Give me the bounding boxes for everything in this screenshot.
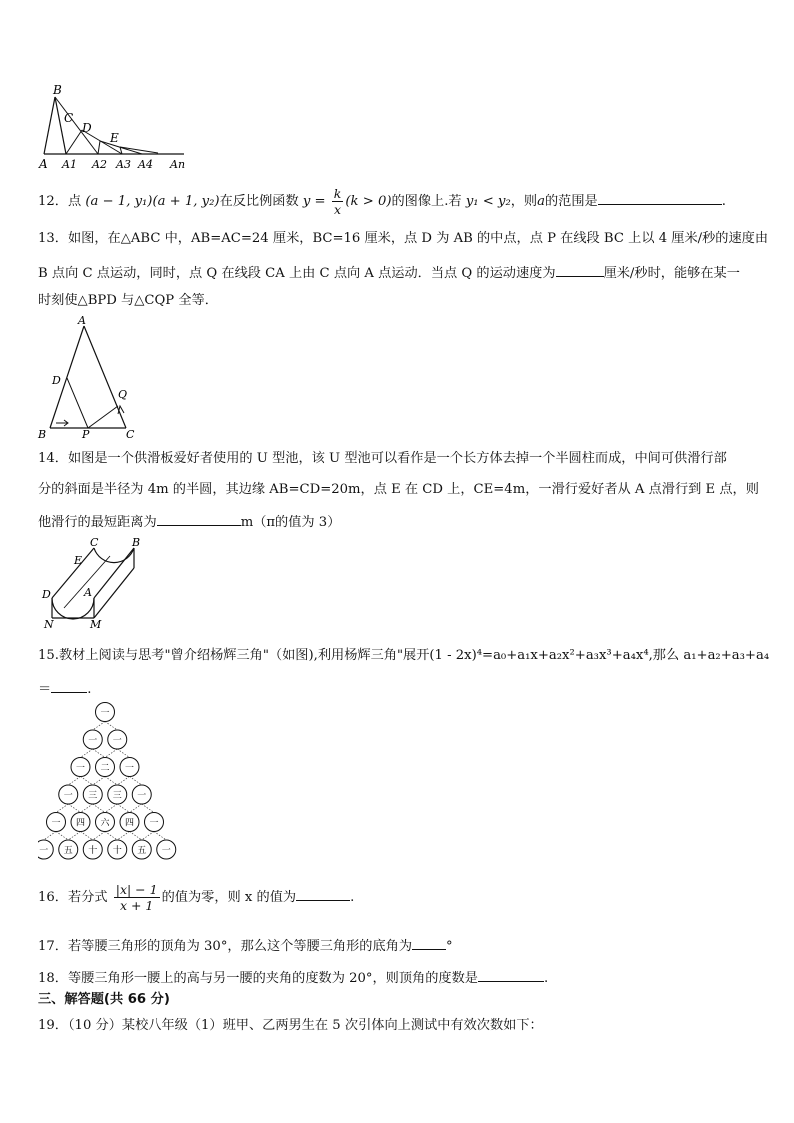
yanghui-cell-value: 一 — [124, 763, 135, 774]
yanghui-cell-value: 六 — [100, 818, 110, 829]
q16-end: . — [350, 890, 355, 905]
q12-text: ，则 — [510, 194, 538, 209]
question-18 — [38, 967, 548, 988]
fig13-label-P: P — [82, 428, 90, 440]
yanghui-connector — [56, 832, 68, 841]
yanghui-connector — [105, 804, 117, 813]
q17-text: 17．若等腰三角形的顶角为 30°，那么这个等腰三角形的底角为 — [38, 939, 413, 954]
q18-end: . — [543, 971, 549, 986]
yanghui-connector — [93, 804, 105, 813]
q14-line-1: 14．如图是一个供滑板爱好者使用的 U 型池，该 U 型池可以看作是一个长方体去掉一个半圆柱而成，中间可供滑行部 — [38, 451, 727, 466]
yanghui-cell-value: 一 — [88, 736, 98, 746]
yanghui-cell-value: 十 — [88, 846, 98, 856]
yanghui-connector — [68, 777, 80, 786]
q16-text: 16．若分式 — [38, 890, 108, 905]
yanghui-connector — [68, 832, 80, 841]
question-17 — [38, 935, 453, 956]
figure-q14 — [38, 536, 158, 632]
q16-fraction — [114, 882, 160, 913]
yanghui-connector — [81, 804, 93, 813]
yanghui-connector — [93, 722, 105, 731]
q18-text: 18．等腰三角形一腰上的高与另一腰的夹角的度数为 20°，则顶角的度数是 — [38, 971, 478, 986]
q13-line-3: 时刻使△BPD 与△CQP 全等． — [38, 293, 218, 308]
q12-frac-den: x — [334, 202, 342, 217]
question-16 — [38, 882, 354, 913]
q13-line-1: 13．如图，在△ABC 中，AB=AC=24 厘米，BC=16 厘米，点 D 为 AB 的中点，点 P 在线段 BC 上以 4 厘米/秒的速度由 — [38, 231, 769, 246]
q12-text: 的范围是 — [545, 194, 598, 209]
q12-text: 在反比例函数 — [219, 194, 299, 209]
yanghui-cell-value: 一 — [161, 846, 171, 856]
yanghui-cell-value: 一 — [149, 818, 159, 829]
q12-text: 点 — [67, 194, 82, 209]
figure-yanghui-triangle — [38, 700, 178, 866]
q13-answer-blank[interactable] — [556, 262, 604, 277]
yanghui-cell-value: 一 — [137, 791, 147, 801]
yanghui-connector — [81, 832, 93, 841]
fig11-label-A2: A2 — [92, 158, 107, 171]
yanghui-connector — [105, 832, 117, 841]
yanghui-cell-value: 三 — [88, 791, 98, 801]
q12-end: . — [721, 194, 726, 209]
yanghui-connector — [130, 804, 142, 813]
yanghui-connector — [81, 777, 93, 786]
fig13-label-A: A — [78, 316, 86, 327]
yanghui-cell-value: 一 — [75, 763, 86, 774]
fig13-label-D: D — [52, 374, 61, 387]
fig14-label-A: A — [84, 586, 92, 599]
q15-text: ＝ — [38, 682, 52, 697]
yanghui-connector — [56, 804, 68, 813]
q12-inequality: y₁ < y₂ — [465, 194, 511, 209]
yanghui-cell-value: 三 — [112, 791, 122, 801]
q12-frac-num: k — [333, 186, 342, 201]
yanghui-cell-value: 四 — [75, 818, 86, 829]
q13-line-2 — [38, 262, 740, 283]
q16-frac-den: x + 1 — [119, 898, 154, 913]
fig11-label-A3: A3 — [116, 158, 131, 171]
section-title: 三、解答题(共 66 分) — [38, 992, 170, 1007]
question-12 — [38, 186, 726, 217]
fig13-label-B: B — [38, 428, 47, 440]
fig13-label-Q: Q — [118, 388, 128, 401]
q12-var: a — [537, 194, 545, 209]
fig11-label-An: An — [170, 158, 186, 171]
yanghui-cell-value: 十 — [112, 846, 122, 856]
yanghui-connector — [117, 804, 129, 813]
fig13-label-C: C — [126, 428, 135, 440]
yanghui-connector — [93, 777, 105, 786]
fig11-label-D: D — [82, 121, 92, 135]
yanghui-cell-value: 一 — [39, 846, 49, 856]
yanghui-cell-value: 一 — [112, 736, 122, 746]
fig14-label-N: N — [44, 618, 54, 631]
figure-q11 — [36, 82, 196, 174]
yanghui-connector — [130, 832, 142, 841]
yanghui-connector — [81, 749, 93, 758]
yanghui-connector — [44, 832, 56, 841]
q16-text: 的值为零，则 x 的值为 — [161, 890, 297, 905]
q12-condition: (k > 0) — [345, 194, 392, 209]
yanghui-cell-value: 五 — [137, 846, 147, 856]
q14-text: m（π的值为 3） — [240, 515, 341, 530]
yanghui-connector — [68, 804, 80, 813]
yanghui-cell-value: 一 — [51, 818, 61, 829]
yanghui-connector — [105, 777, 117, 786]
fig14-label-B: B — [132, 536, 141, 549]
q15-line-2 — [38, 678, 91, 699]
fig11-label-E: E — [110, 131, 119, 145]
yanghui-cell-value: 二 — [100, 763, 110, 774]
yanghui-connector — [117, 777, 129, 786]
yanghui-connector — [142, 804, 154, 813]
q15-line-1: 15.教材上阅读与思考"曾介绍杨辉三角"（如图),利用杨辉三角"展开(1 - 2x)⁴=a₀+a₁x+a₂x²+a₃x³+a₄x⁴,那么 a₁+a₂+a₃+a₄ — [38, 648, 770, 663]
fig11-label-B: B — [53, 83, 62, 97]
q17-end: ° — [446, 939, 453, 954]
q14-line-2: 分的斜面是半径为 4m 的半圆，其边缘 AB=CD=20m，点 E 在 CD 上，CE=4m，一滑行爱好者从 A 点滑行到 E 点，则 — [38, 482, 759, 497]
fig14-label-E: E — [74, 554, 83, 567]
yanghui-connector — [142, 832, 154, 841]
q15-text: . — [87, 682, 92, 697]
yanghui-cell-value: 一 — [63, 791, 73, 801]
yanghui-connector — [117, 832, 129, 841]
yanghui-connector — [130, 777, 142, 786]
yanghui-cell-value: 四 — [124, 818, 135, 829]
fig11-label-A: A — [39, 157, 48, 171]
q14-answer-blank[interactable] — [157, 511, 241, 526]
q12-number: 12． — [38, 194, 68, 209]
fig11-label-C: C — [64, 111, 74, 125]
q14-text: 他滑行的最短距离为 — [38, 515, 157, 530]
q12-fraction — [332, 186, 344, 217]
fig14-label-C: C — [90, 536, 99, 549]
q13-text: B 点向 C 点运动，同时，点 Q 在线段 CA 上由 C 点向 A 点运动．当点 Q 的运动速度为 — [38, 266, 556, 281]
yanghui-connector — [105, 749, 117, 758]
fig11-label-A4: A4 — [138, 158, 153, 171]
q16-answer-blank[interactable] — [296, 886, 350, 901]
q16-frac-num: |x| − 1 — [115, 882, 158, 897]
yanghui-connector — [105, 722, 117, 731]
figure-q13 — [34, 316, 144, 440]
q17-answer-blank[interactable] — [412, 935, 446, 950]
q12-answer-blank[interactable] — [598, 190, 722, 205]
yanghui-cell-value: 五 — [63, 846, 73, 856]
fig14-label-M: M — [90, 618, 102, 631]
yanghui-connector — [93, 749, 105, 758]
yanghui-connector — [117, 749, 129, 758]
fig14-label-D: D — [42, 588, 51, 601]
q12-text: 的图像上.若 — [391, 194, 462, 209]
q13-text: 厘米/秒时，能够在某一 — [603, 266, 740, 281]
yanghui-connector — [93, 832, 105, 841]
q12-func-lhs: y = — [302, 194, 326, 209]
q18-answer-blank[interactable] — [478, 967, 544, 982]
q14-line-3 — [38, 511, 340, 532]
q15-answer-blank[interactable] — [51, 678, 87, 693]
fig11-label-A1: A1 — [62, 158, 77, 171]
q12-points: (a − 1, y₁)(a + 1, y₂) — [85, 194, 220, 209]
question-19: 19．（10 分）某校八年级（1）班甲、乙两男生在 5 次引体向上测试中有效次数如下： — [38, 1018, 543, 1033]
yanghui-connector — [154, 832, 166, 841]
yanghui-cell-value: 一 — [100, 708, 110, 719]
